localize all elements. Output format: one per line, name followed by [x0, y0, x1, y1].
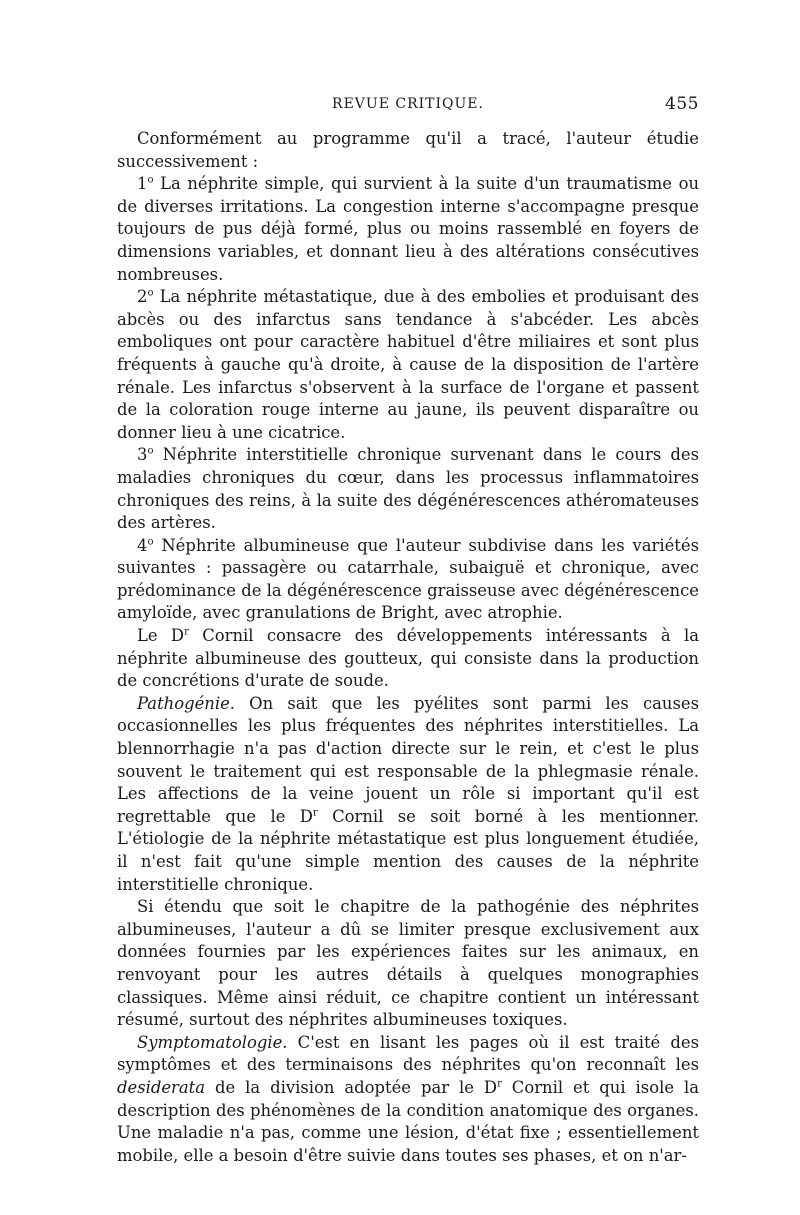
paragraph-pathogenie: Pathogénie. On sait que les pyélites sont parmi les causes occasionnelles les plus fréquentes des néphrites interstitielles. La blennorrhagie n'a pas d'action directe sur le rein, et c'est le plus souvent le traitement qui est responsable de la phlegmasie rénale. Les affections de la veine jouent un rôle si important qu'il est regrettable que le $D^r$ Cornil se soit borné à les mentionner. L'étiologie de la néphrite métastatique est plus longuement étudiée, il n'est fait qu'une simple mention des causes de la néphrite interstitielle chronique.: [117, 693, 699, 894]
paragraph-symptomatologie: Symptomatologie. C'est en lisant les pages où il est traité des symptômes et des terminaisons des néphrites qu'on reconnaît les desiderata de la division adoptée par le $D^r$ Cornil et qui isole la description des phénomènes de la condition anatomique des organes. Une maladie n'a pas, comme une lésion, d'état fixe ; essentiellement mobile, elle a besoin d'être suivie dans toutes ses phases, et on n'ar-: [117, 1032, 699, 1165]
page-header: [117, 96, 699, 120]
paragraph-nephrite-albumineuse: 4$^o$ Néphrite albumineuse que l'auteur subdivise dans les variétés suivantes : passagère ou catarrhale, subaiguë et chronique, avec prédominance de la dégénérescence graisseuse avec dégénérescence amyloïde, avec granulations de Bright, avec atrophie.: [117, 535, 699, 623]
paragraph-goutteux: Le $D^r$ Cornil consacre des développements intéressants à la néphrite albumineuse des goutteux, qui consiste dans la production de concrétions d'urate de soude.: [117, 626, 699, 691]
section-heading-pathogenie: Pathogénie.: [137, 693, 235, 713]
paragraph-nephrite-simple: 1$^o$ La néphrite simple, qui survient à la suite d'un traumatisme ou de diverses irritations. La congestion interne s'accompagne presque toujours de pus déjà formé, plus ou moins rassemblé en foyers de dimensions variables, et donnant lieu à des altérations consécutives nombreuses.: [117, 174, 699, 284]
body-text: [117, 128, 699, 1167]
page: [117, 96, 699, 1167]
page-number: 455: [665, 94, 699, 114]
paragraph-nephrite-metastatique: 2$^o$ La néphrite métastatique, due à des embolies et produisant des abcès ou des infarctus sans tendance à s'abcéder. Les abcès emboliques ont pour caractère habituel d'être miliaires et sont plus fréquents à gauche qu'à droite, à cause de la disposition de l'artère rénale. Les infarctus s'observent à la surface de l'organe et passent de la coloration rouge interne au jaune, ils peuvent disparaître ou donner lieu à une cicatrice.: [117, 287, 699, 442]
paragraph-intro: Conformément au programme qu'il a tracé, l'auteur étudie successivement :: [117, 129, 699, 171]
paragraph-albumineuses: Si étendu que soit le chapitre de la pathogénie des néphrites albumineuses, l'auteur a dû se limiter presque exclusivement aux données fournies par les expériences faites sur les animaux, en renvoyant pour les autres détails à quelques monographies classiques. Même ainsi réduit, ce chapitre contient un intéressant résumé, surtout des néphrites albumineuses toxiques.: [117, 897, 699, 1030]
section-heading-symptomatologie: Symptomatologie.: [137, 1032, 288, 1052]
running-title: REVUE CRITIQUE.: [332, 96, 484, 112]
paragraph-nephrite-interstitielle: 3$^o$ Néphrite interstitielle chronique survenant dans le cours des maladies chroniques du cœur, dans les processus inflammatoires chroniques des reins, à la suite des dégénérescences athéromateuses des artères.: [117, 445, 699, 533]
